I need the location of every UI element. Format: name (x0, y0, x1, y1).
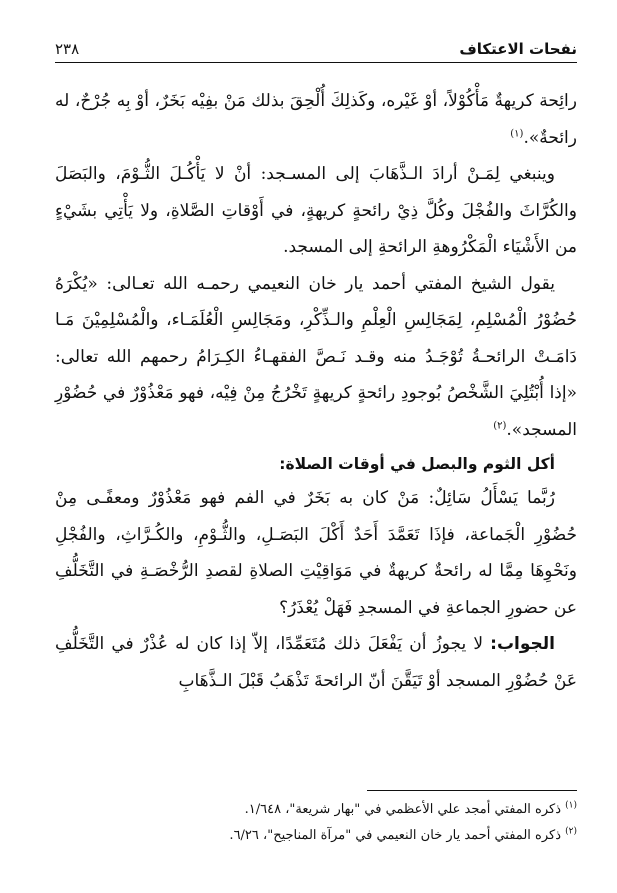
footnote-text: ذكره المفتي أمجد علي الأعظمي في "بهار شريعة"، ١/٦٤٨. (244, 802, 561, 817)
paragraph (55, 626, 577, 699)
body-text (55, 83, 577, 699)
footnote (55, 823, 577, 849)
page-number: ٢٣٨ (55, 40, 80, 58)
footnote-text: ذكره المفتي أحمد يار خان النعيمي في "مرآة المناجيح"، ٦/٢٦. (229, 828, 561, 843)
footnote-marker: (٢) (565, 826, 577, 837)
paragraph-text: رُبَّما يَسْأَلُ سَائِلٌ: مَنْ كان به بَخَرٌ في الفم فهو مَعْذُوْرٌ ومعفًـى مِنْ حُضُوْرِ الْجَماعة، فإذَا تَعَمَّدَ أَحَدٌ أَكْلَ البَصَـلِ، والثُّـوْمِ، والكُـرَّاثِ، والفُجْلِ ونَحْوِهَا مِمَّا له رائحةٌ كريهةٌ في مَوَاقِيْتِ الصلاةِ لقصدِ الرُّخْصَـةِ في التَّخَلُّفِ عن حضورِ الجماعةِ في المسجدِ فَهَلْ يُعْذَرُ؟ (55, 488, 577, 618)
footnote (55, 797, 577, 823)
paragraph (55, 83, 577, 156)
paragraph-text: رائِحة كريهةٌ مَأْكُوْلاً، أوْ غَيْره، وكَذلِكَ أُلْحِقَ بذلك مَنْ بفِيْه بَخَرٌ، أوْ بِه جُرْحٌ، له رائحةٌ». (55, 91, 577, 148)
paragraph (55, 156, 577, 266)
header-rule (55, 62, 577, 63)
footnotes (55, 797, 577, 849)
paragraph-text: لا يجوزُ أن يَفْعَلَ ذلك مُتَعَمِّدًا، إلاّ إذا كان له عُذْرٌ في التَّخَلُّفِ عَنْ حُضُوْرِ المسجد أوْ تَيَقَّنَ أنّ الرائحةَ تَذْهَبُ قَبْلَ الـذَّهَابِ (55, 634, 577, 691)
section-heading: أكل الثوم والبصل في أوقات الصلاة: (279, 455, 555, 473)
book-title: نفحات الاعتكاف (459, 40, 577, 58)
footnote-ref-1: (١) (510, 127, 524, 139)
paragraph (55, 480, 577, 626)
paragraph (55, 266, 577, 449)
footnote-ref-2: (٢) (493, 419, 507, 431)
running-header (55, 30, 577, 58)
paragraph-text: وينبغي لِمَـنْ أرادَ الـذَّهَابَ إلى المسـجد: أنْ لا يَأْكُـلَ الثُّـوْمَ، والبَصَلَ والكُرَّاثَ والفُجْلَ وكُلَّ ذِيْ رائحةٍ كريهةٍ، في أَوْقاتِ الصَّلاةِ، ولا يَأْتِي بشَيْءٍ من الأَشْيَاء الْمَكْرُوهةِ الرائحةِ إلى المسجد. (55, 164, 577, 257)
footnote-marker: (١) (565, 800, 577, 811)
paragraph-text: يقول الشيخ المفتي أحمد يار خان النعيمي رحمـه الله تعـالى: «يُكْرَهُ حُضُوْرُ الْمُسْلِمِ، لِمَجَالِسِ الْعِلْمِ والـذِّكْرِ، ومَجَالِسِ الْعُلَمَـاء، والْمُسْلِمِيْنَ مَـا دَامَـتْ الرائحـةُ تُوْجَـدُ منه وقـد نَـصَّ الفقهـاءُ الكِـرَامُ رحمهم الله تعالى: «إذا أُبْتُلِيَ الشَّخْصُ بُوجودِ رائحةٍ كريهةٍ تَخْرُجُ مِنْ فِيْه، فهو مَعْذُوْرٌ في حُضُوْرِ المسجد». (55, 273, 577, 440)
answer-label: الجواب: (490, 634, 555, 654)
footnote-rule (367, 790, 577, 791)
